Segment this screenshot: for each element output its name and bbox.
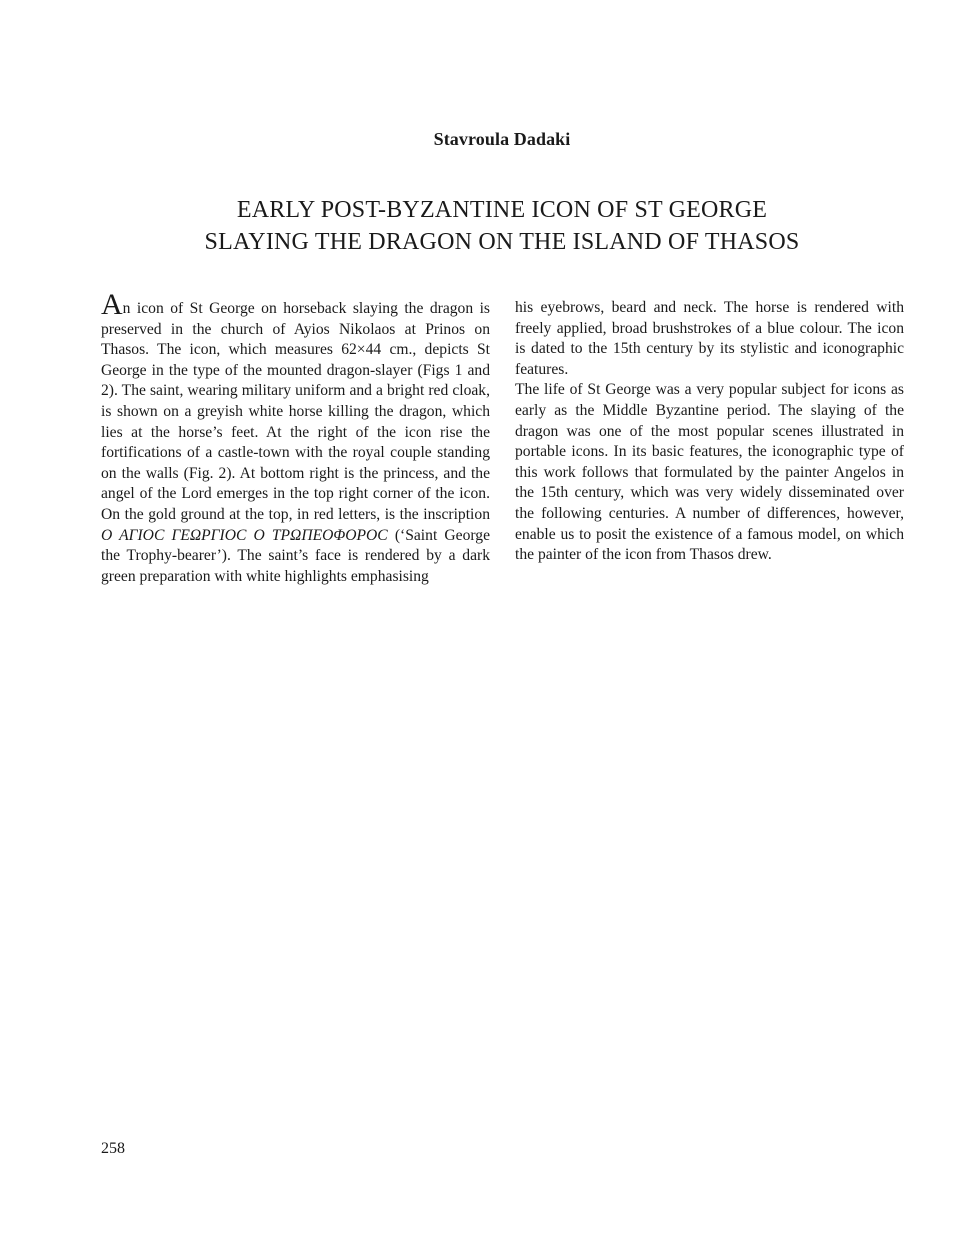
body-column-left: [101, 288, 490, 587]
paragraph: his eyebrows, beard and neck. The horse is rendered with freely applied, broad brushstrokes of a blue colour. The icon is dated to the 15th century by its stylistic and iconographic features.: [515, 299, 904, 378]
paragraph: The life of St George was a very popular subject for icons as early as the Middle Byzantine period. The slaying of the dragon was one of the most popular scenes illustrated in portable icons. In its basic features, the iconographic type of this work follows that formulated by the painter Angelos in the 15th century, which was very widely disseminated over the following centuries. A number of differences, however, enable us to posit the existence of a famous model, on which the painter of the icon from Thasos drew.: [515, 381, 904, 564]
drop-cap: A: [101, 288, 123, 321]
paragraph-text: n icon of St George on horseback slaying the dragon is preserved in the church of Ayios Nikolaos at Prinos on Thasos. The icon, which measures 62×44 cm., depicts St George in the type of the mounted dragon-slayer (Figs 1 and 2). The saint, wearing military uniform and a bright red cloak, is shown on a greyish white horse killing the dragon, which lies at the horse’s feet. At the right of the icon rise the fortifications of a castle-town with the royal couple standing on the walls (Fig. 2). At bottom right is the princess, and the angel of the Lord emerges in the top right corner of the icon. On the gold ground at the top, in red letters, is the inscription: [101, 300, 490, 523]
author-name: Stavroula Dadaki: [433, 129, 571, 149]
paragraph-text: (‘Saint George the Trophy-bearer’). The saint’s face is rendered by a dark green preparation with white highlights emphasising: [101, 526, 490, 585]
greek-inscription: Ο ΑΓΙΟC ΓΕΩΡΓΙΟC Ο ΤΡΩΠΕΟΦΟΡΟC: [101, 526, 388, 544]
page-number: 258: [101, 1140, 125, 1157]
title-line-1: EARLY POST-BYZANTINE ICON OF ST GEORGE: [236, 197, 768, 223]
article-title: [0, 194, 960, 258]
title-line-2: SLAYING THE DRAGON ON THE ISLAND OF THASOS: [204, 229, 800, 255]
body-column-right: [515, 298, 904, 566]
paragraph: [101, 288, 490, 587]
